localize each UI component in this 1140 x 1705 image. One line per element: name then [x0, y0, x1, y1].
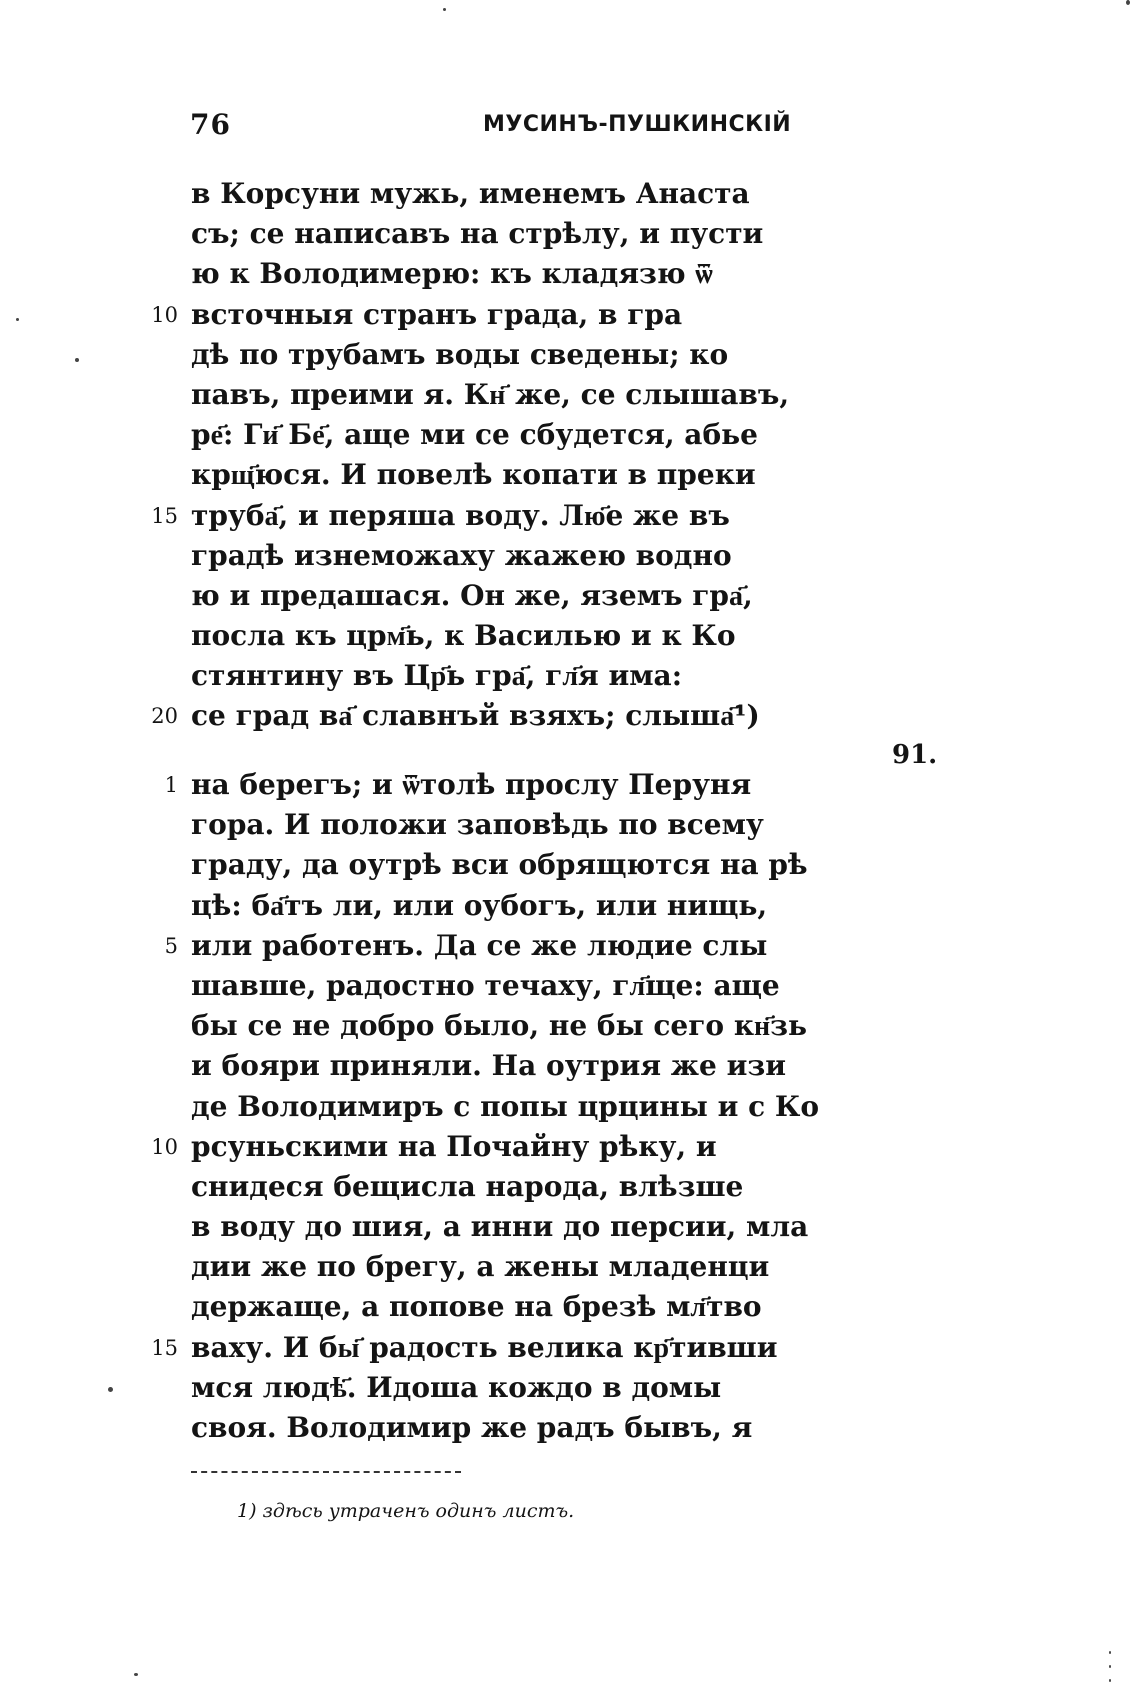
line-text: бы се не добро было, не бы сего кн҃зь — [191, 1009, 808, 1043]
text-line — [0, 1368, 1140, 1408]
text-line — [0, 254, 1140, 294]
line-number: 5 — [164, 933, 178, 958]
line-text: съ; се написавъ на стрѣлу, и пусти — [191, 217, 764, 251]
scan-speck — [75, 358, 79, 362]
line-text: шавше, радостно течаху, гл҃ще: аще — [191, 968, 780, 1002]
line-text: на берегъ; и ѿтолѣ прослу Перуня — [191, 768, 752, 801]
text-line — [0, 1408, 1140, 1448]
text-line — [0, 966, 1140, 1006]
scan-speck — [443, 8, 446, 11]
text-line — [0, 335, 1140, 375]
line-text: рсуньскими на Почайну рѣку, и — [191, 1129, 717, 1163]
line-text: своя. Володимир же радъ бывъ, я — [191, 1411, 753, 1444]
scan-speck — [134, 1673, 138, 1676]
line-text: снидеся бещисла народа, влѣзше — [191, 1169, 744, 1203]
text-line — [0, 1247, 1140, 1287]
text-line — [0, 845, 1140, 885]
scan-speck — [1109, 1665, 1111, 1668]
text-line — [0, 926, 1140, 966]
line-text: де Володимиръ с попы црцины и с Ко — [191, 1089, 820, 1123]
line-number: 20 — [151, 704, 178, 729]
line-text: ю к Володимерю: къ кладязю ѿ — [191, 257, 713, 291]
page-number: 76 — [190, 108, 231, 141]
text-block-1 — [0, 174, 1140, 737]
text-line — [0, 1127, 1140, 1167]
text-line — [0, 455, 1140, 495]
scan-speck — [16, 318, 19, 321]
line-text: мся людѣ҃. Идоша кождо в домы — [191, 1370, 722, 1404]
text-line — [0, 696, 1140, 736]
line-text: градѣ изнеможаху жажею водно — [191, 538, 732, 572]
line-text: граду, да оутрѣ вси обрящются на рѣ — [191, 848, 808, 882]
text-line — [0, 1046, 1140, 1086]
line-text: в Корсуни мужь, именемъ Анаста — [191, 177, 750, 210]
line-text: гора. И положи заповѣдь по всему — [191, 808, 764, 842]
line-number: 1 — [164, 773, 178, 797]
line-text: цѣ: ба҃тъ ли, или оубогъ, или нищь, — [191, 888, 768, 922]
text-line — [0, 1167, 1140, 1207]
line-number: 15 — [151, 503, 178, 528]
line-text: стянтину въ Цр҃ь гра҃, гл҃я има: — [191, 659, 683, 693]
text-block-2 — [0, 765, 1140, 1448]
text-line — [0, 1287, 1140, 1327]
scan-speck — [1109, 1651, 1111, 1654]
text-line — [0, 375, 1140, 415]
line-text: дѣ по трубамъ воды сведены; ко — [191, 337, 729, 371]
line-number: 10 — [151, 302, 178, 327]
line-text: ре҃: Ги҃ Бе҃, аще ми се сбудется, абье — [191, 418, 758, 452]
scan-speck — [108, 1387, 113, 1392]
text-line — [0, 1006, 1140, 1046]
text-line — [0, 214, 1140, 254]
line-number: 15 — [151, 1335, 178, 1360]
line-text: или работенъ. Да се же людие слы — [191, 928, 768, 962]
footnote-rule — [191, 1471, 461, 1473]
text-line — [0, 415, 1140, 455]
footnote: 1) здѣсь утраченъ одинъ листъ. — [237, 1500, 575, 1522]
line-text: посла къ црм҃ь, к Василью и к Ко — [191, 619, 736, 653]
text-line — [0, 576, 1140, 616]
line-text: всточныя странъ града, в гра — [191, 297, 683, 331]
page-header — [0, 108, 1140, 148]
line-text: в воду до шия, а инни до персии, мла — [191, 1210, 809, 1244]
text-line — [0, 1087, 1140, 1127]
text-line — [0, 656, 1140, 696]
scan-speck — [1109, 1679, 1111, 1682]
text-line — [0, 616, 1140, 656]
running-head: МУСИНЪ-ПУШКИНСКIЙ — [483, 112, 792, 137]
line-text: труба҃, и перяша воду. Лю҃е же въ — [191, 498, 730, 532]
line-text: се град ва҃ славнъй взяхъ; слыша҃¹) — [191, 699, 760, 733]
line-text: павъ, преими я. Кн҃ же, се слышавъ, — [191, 377, 790, 411]
text-line — [0, 1328, 1140, 1368]
line-text: ваху. И бы҃ радость велика кр҃тивши — [191, 1330, 778, 1364]
text-line — [0, 886, 1140, 926]
text-line — [0, 295, 1140, 335]
line-text: крщ҃юся. И повелѣ копати в преки — [191, 458, 756, 492]
text-line — [0, 174, 1140, 214]
folio-marker: 91. — [892, 740, 938, 770]
line-number: 10 — [151, 1134, 178, 1159]
text-line — [0, 765, 1140, 805]
text-line — [0, 1207, 1140, 1247]
line-text: и бояри приняли. На оутрия же изи — [191, 1049, 786, 1083]
line-text: ю и предашася. Он же, яземъ гра҃, — [191, 578, 753, 612]
scan-speck — [1126, 0, 1130, 5]
line-text: дии же по брегу, а жены младенци — [191, 1250, 770, 1284]
text-line — [0, 805, 1140, 845]
text-line — [0, 496, 1140, 536]
line-text: держаще, а попове на брезѣ мл҃тво — [191, 1290, 762, 1324]
text-line — [0, 536, 1140, 576]
